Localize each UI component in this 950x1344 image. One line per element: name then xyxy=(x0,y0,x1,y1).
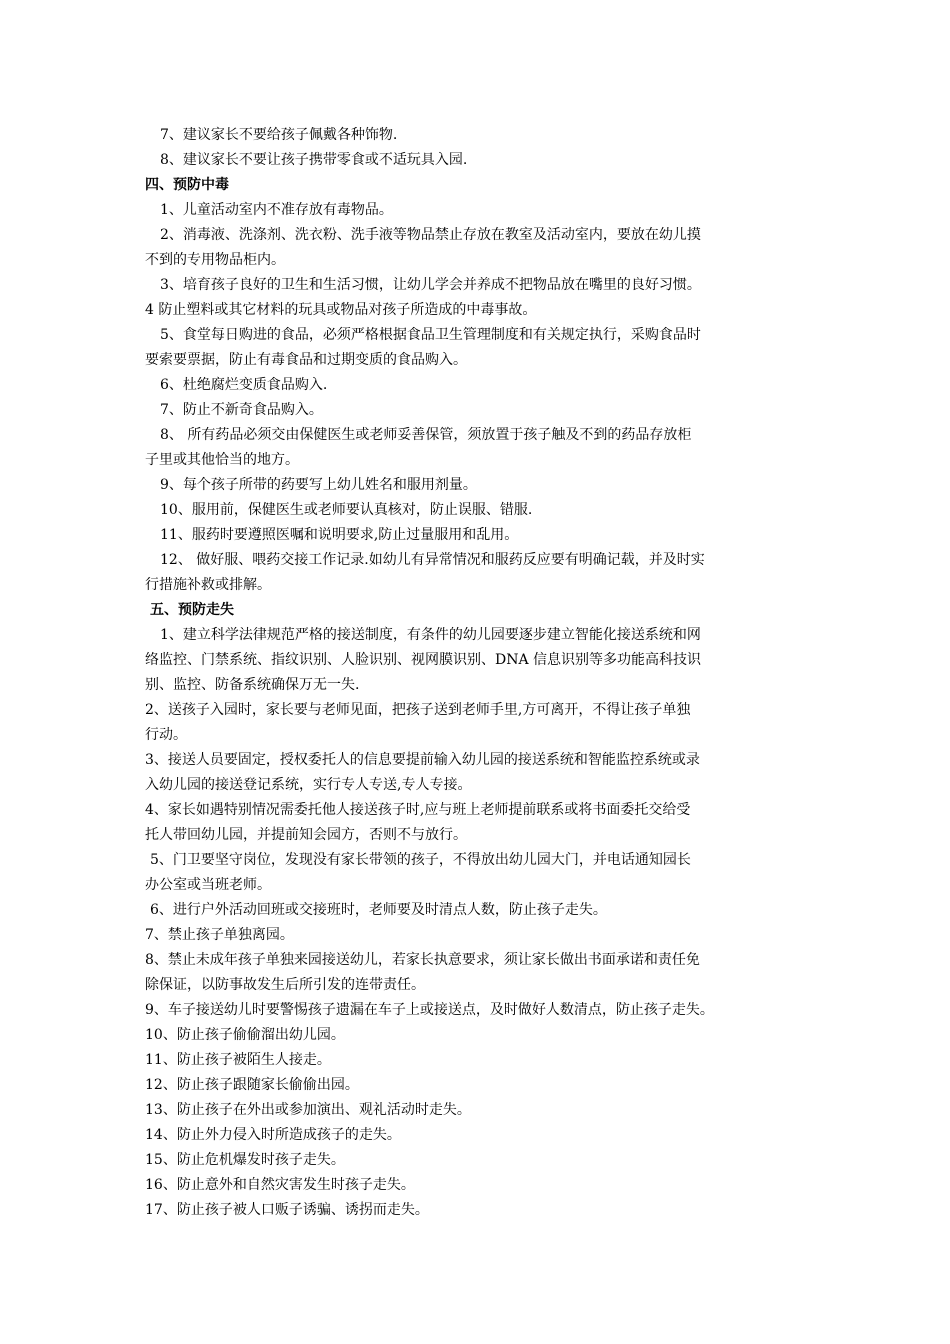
text-line: 7、防止不新奇食品购入。 xyxy=(160,402,323,418)
text-line: 子里或其他恰当的地方。 xyxy=(145,452,299,468)
text-line: 3、接送人员要固定，授权委托人的信息要提前输入幼儿园的接送系统和智能监控系统或录 xyxy=(145,752,700,768)
text-line: 别、监控、防备系统确保万无一失. xyxy=(145,677,360,693)
text-line: 7、建议家长不要给孩子佩戴各种饰物. xyxy=(160,127,398,143)
section-heading: 五、预防走失 xyxy=(150,602,234,618)
text-line: 11、服药时要遵照医嘱和说明要求,防止过量服用和乱用。 xyxy=(160,527,519,543)
text-line: 10、防止孩子偷偷溜出幼儿园。 xyxy=(145,1027,345,1043)
text-line: 9、车子接送幼儿时要警惕孩子遗漏在车子上或接送点，及时做好人数清点，防止孩子走失。 xyxy=(145,1002,714,1018)
text-line: 8、 所有药品必须交由保健医生或老师妥善保管，须放置于孩子触及不到的药品存放柜 xyxy=(160,427,692,443)
text-line: 9、每个孩子所带的药要写上幼儿姓名和服用剂量。 xyxy=(160,477,477,493)
section-heading: 四、预防中毒 xyxy=(145,177,229,193)
text-line: 5、食堂每日购进的食品，必须严格根据食品卫生管理制度和有关规定执行，采购食品时 xyxy=(160,327,701,343)
text-line: 行措施补救或排解。 xyxy=(145,577,271,593)
text-line: 15、防止危机爆发时孩子走失。 xyxy=(145,1152,345,1168)
text-line: 5、门卫要坚守岗位，发现没有家长带领的孩子，不得放出幼儿园大门，并电话通知园长 xyxy=(150,852,691,868)
text-line: 16、防止意外和自然灾害发生时孩子走失。 xyxy=(145,1177,415,1193)
text-line: 办公室或当班老师。 xyxy=(145,877,271,893)
document-page xyxy=(145,123,810,1223)
text-line: 络监控、门禁系统、指纹识别、人脸识别、视网膜识别、DNA 信息识别等多功能高科技识 xyxy=(145,652,702,668)
text-line: 1、儿童活动室内不准存放有毒物品。 xyxy=(160,202,393,218)
text-line: 10、服用前，保健医生或老师要认真核对，防止误服、错服. xyxy=(160,502,533,518)
text-line: 13、防止孩子在外出或参加演出、观礼活动时走失。 xyxy=(145,1102,471,1118)
text-line: 要索要票据，防止有毒食品和过期变质的食品购入。 xyxy=(145,352,467,368)
text-line: 行动。 xyxy=(145,727,187,743)
text-line: 3、培育孩子良好的卫生和生活习惯，让幼儿学会并养成不把物品放在嘴里的良好习惯。 xyxy=(160,277,701,293)
text-line: 12、 做好服、喂药交接工作记录.如幼儿有异常情况和服药反应要有明确记载，并及时实 xyxy=(160,552,705,568)
text-line: 2、送孩子入园时，家长要与老师见面，把孩子送到老师手里,方可离开，不得让孩子单独 xyxy=(145,702,691,718)
text-line: 不到的专用物品柜内。 xyxy=(145,252,285,268)
text-line: 7、禁止孩子单独离园。 xyxy=(145,927,294,943)
text-line: 8、建议家长不要让孩子携带零食或不适玩具入园. xyxy=(160,152,468,168)
text-line: 4 防止塑料或其它材料的玩具或物品对孩子所造成的中毒事故。 xyxy=(145,302,537,318)
text-line: 托人带回幼儿园，并提前知会园方，否则不与放行。 xyxy=(145,827,467,843)
text-line: 4、家长如遇特别情况需委托他人接送孩子时,应与班上老师提前联系或将书面委托交给受 xyxy=(145,802,691,818)
text-line: 6、进行户外活动回班或交接班时，老师要及时清点人数，防止孩子走失。 xyxy=(150,902,607,918)
text-line: 除保证，以防事故发生后所引发的连带责任。 xyxy=(145,977,425,993)
text-line: 入幼儿园的接送登记系统，实行专人专送,专人专接。 xyxy=(145,777,472,793)
text-line: 2、消毒液、洗涤剂、洗衣粉、洗手液等物品禁止存放在教室及活动室内，要放在幼儿摸 xyxy=(160,227,701,243)
text-line: 6、杜绝腐烂变质食品购入. xyxy=(160,377,328,393)
text-line: 17、防止孩子被人口贩子诱骗、诱拐而走失。 xyxy=(145,1202,429,1218)
text-line: 12、防止孩子跟随家长偷偷出园。 xyxy=(145,1077,359,1093)
text-line: 8、禁止未成年孩子单独来园接送幼儿，若家长执意要求，须让家长做出书面承诺和责任免 xyxy=(145,952,700,968)
text-line: 1、建立科学法律规范严格的接送制度，有条件的幼儿园要逐步建立智能化接送系统和网 xyxy=(160,627,701,643)
text-line: 11、防止孩子被陌生人接走。 xyxy=(145,1052,331,1068)
text-line: 14、防止外力侵入时所造成孩子的走失。 xyxy=(145,1127,401,1143)
